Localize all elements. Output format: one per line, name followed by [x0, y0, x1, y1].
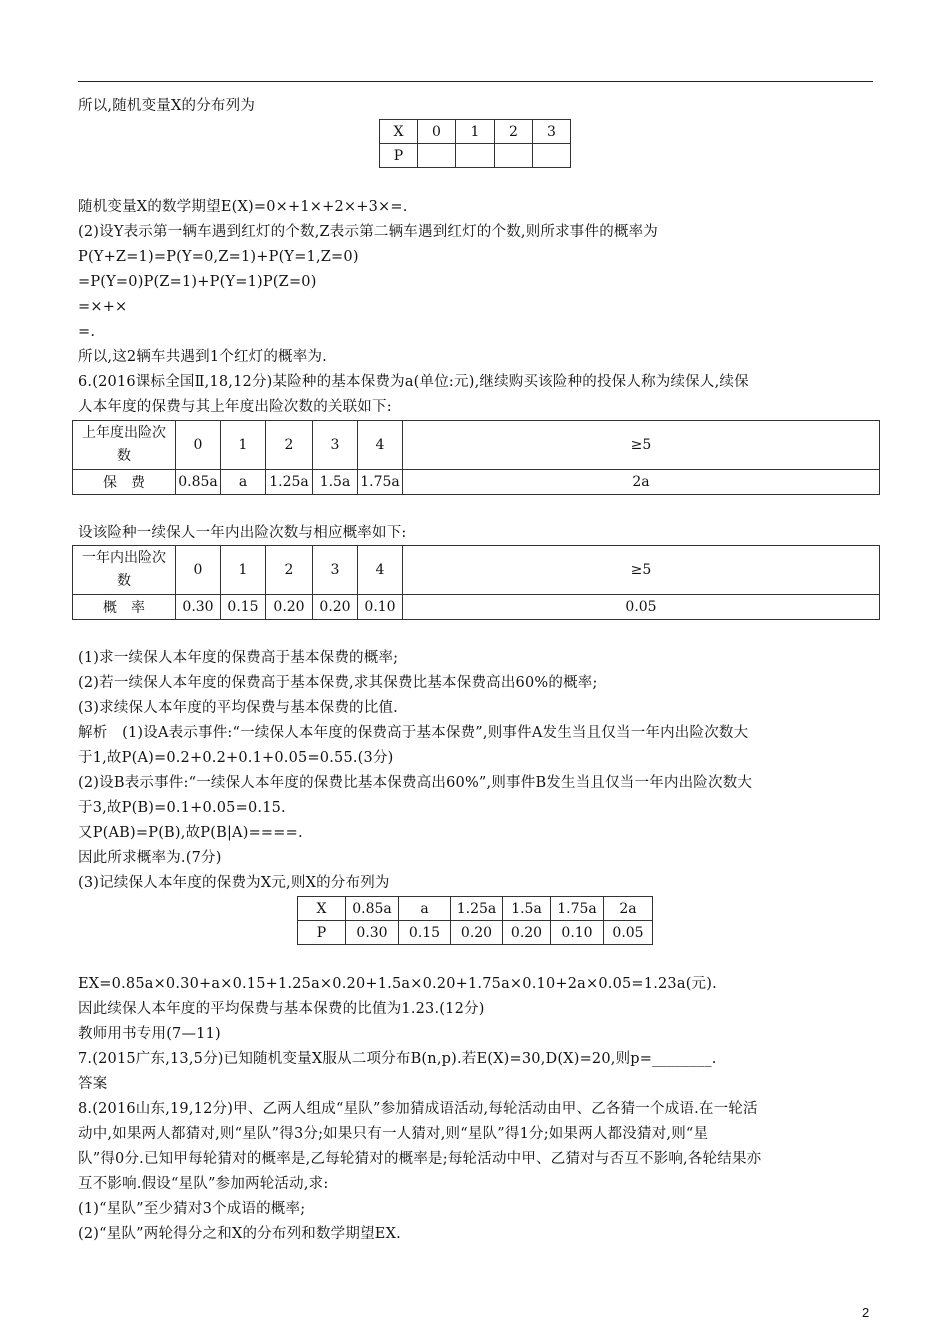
table-cell: 3	[313, 546, 358, 595]
text-line: 动中,如果两人都猜对,则“星队”得3分;如果只有一人猜对,则“星队”得1分;如果两人都没猜对,则“星	[78, 1126, 709, 1142]
text-line: 所以,随机变量X的分布列为	[78, 98, 256, 114]
probability-table	[72, 545, 880, 620]
text-line: 教师用书专用(7—11)	[78, 1026, 221, 1042]
table-cell: 1.5a	[503, 897, 551, 921]
table-cell: 0	[176, 546, 221, 595]
text-line: 互不影响.假设“星队”参加两轮活动,求:	[78, 1176, 329, 1192]
text-line: 因此续保人本年度的平均保费与基本保费的比值为1.23.(12分)	[78, 1001, 485, 1017]
table-cell: 0.85a	[346, 897, 399, 921]
table-cell: ≥5	[403, 546, 880, 595]
table-cell: 0.15	[399, 921, 451, 945]
table-cell: 2	[495, 120, 533, 144]
text-line: 于3,故P(B)=0.1+0.05=0.15.	[78, 800, 286, 816]
table-cell: 0.30	[176, 595, 221, 620]
table-cell: X	[380, 120, 418, 144]
table-cell: X	[298, 897, 346, 921]
table-header-cell	[73, 421, 176, 470]
table-cell: 0.20	[503, 921, 551, 945]
table-cell	[533, 144, 571, 168]
header-text: 上年度出险次	[82, 425, 166, 441]
table-cell: 0.20	[451, 921, 503, 945]
distribution-table-premium	[297, 896, 653, 945]
text-line: (1)求一续保人本年度的保费高于基本保费的概率;	[78, 650, 399, 666]
table-cell: 4	[358, 546, 403, 595]
table-cell: 0	[418, 120, 456, 144]
text-line: (2)设Y表示第一辆车遇到红灯的个数,Z表示第二辆车遇到红灯的个数,则所求事件的概率为	[78, 224, 659, 240]
table-cell: 0.05	[403, 595, 880, 620]
header-text: 一年内出险次	[82, 550, 166, 566]
table-cell: ≥5	[403, 421, 880, 470]
page-number: 2	[862, 1305, 870, 1320]
table-cell: 0.20	[266, 595, 313, 620]
text-line: (1)“星队”至少猜对3个成语的概率;	[78, 1201, 306, 1217]
text-line: 设该险种一续保人一年内出险次数与相应概率如下:	[78, 525, 407, 541]
text-line: 因此所求概率为.(7分)	[78, 850, 222, 866]
table-cell: a	[221, 470, 266, 495]
text-line: 于1,故P(A)=0.2+0.2+0.1+0.05=0.55.(3分)	[78, 750, 394, 766]
table-cell	[418, 144, 456, 168]
table-cell: 0.20	[313, 595, 358, 620]
text-line: 又P(AB)=P(B),故P(B|A)====.	[78, 825, 303, 841]
table-cell	[495, 144, 533, 168]
text-line: 随机变量X的数学期望E(X)=0×+1×+2×+3×=.	[78, 199, 408, 215]
table-cell: 1.25a	[266, 470, 313, 495]
text-line: 8.(2016山东,19,12分)甲、乙两人组成“星队”参加猜成语活动,每轮活动由甲、乙各猜一个成语.在一轮活	[78, 1101, 758, 1117]
table-header-cell	[73, 546, 176, 595]
header-text: 数	[117, 573, 131, 589]
text-line: =.	[78, 324, 96, 340]
table-cell: 概 率	[73, 595, 176, 620]
table-cell: 0.15	[221, 595, 266, 620]
table-cell: 保 费	[73, 470, 176, 495]
table-cell: P	[298, 921, 346, 945]
text-line: P(Y+Z=1)=P(Y=0,Z=1)+P(Y=1,Z=0)	[78, 249, 359, 265]
text-line: 所以,这2辆车共遇到1个红灯的概率为.	[78, 349, 327, 365]
table-cell	[456, 144, 495, 168]
distribution-table-x	[379, 119, 571, 168]
table-cell: 1.75a	[358, 470, 403, 495]
table-cell: 3	[313, 421, 358, 470]
table-cell: 2	[266, 421, 313, 470]
table-cell: 2	[266, 546, 313, 595]
text-line: EX=0.85a×0.30+a×0.15+1.25a×0.20+1.5a×0.20+1.75a×0.10+2a×0.05=1.23a(元).	[78, 976, 717, 992]
text-line: 队”得0分.已知甲每轮猜对的概率是,乙每轮猜对的概率是;每轮活动中甲、乙猜对与否互不影响,各轮结果亦	[78, 1151, 762, 1167]
table-cell: 0.10	[551, 921, 604, 945]
table-cell: 3	[533, 120, 571, 144]
premium-table	[72, 420, 880, 495]
text-line: (2)设B表示事件:“一续保人本年度的保费比基本保费高出60%”,则事件B发生当且仅当一年内出险次数大	[78, 775, 753, 791]
text-line: 答案	[78, 1076, 108, 1092]
text-line: (3)求续保人本年度的平均保费与基本保费的比值.	[78, 700, 398, 716]
text-line: =P(Y=0)P(Z=1)+P(Y=1)P(Z=0)	[78, 274, 317, 290]
table-cell: 1.5a	[313, 470, 358, 495]
text-line: 人本年度的保费与其上年度出险次数的关联如下:	[78, 399, 392, 415]
table-cell: 0.05	[604, 921, 653, 945]
table-cell: P	[380, 144, 418, 168]
table-cell: 0.10	[358, 595, 403, 620]
table-cell: a	[399, 897, 451, 921]
table-cell: 1.75a	[551, 897, 604, 921]
text-line: (2)“星队”两轮得分之和X的分布列和数学期望EX.	[78, 1226, 401, 1242]
header-rule	[78, 81, 873, 82]
table-cell: 0	[176, 421, 221, 470]
text-line: 6.(2016课标全国Ⅱ,18,12分)某险种的基本保费为a(单位:元),继续购买该险种的投保人称为续保人,续保	[78, 374, 749, 390]
table-cell: 1.25a	[451, 897, 503, 921]
text-line: =×+×	[78, 299, 128, 315]
table-cell: 0.30	[346, 921, 399, 945]
table-cell: 2a	[604, 897, 653, 921]
table-cell: 1	[456, 120, 495, 144]
text-line: (3)记续保人本年度的保费为X元,则X的分布列为	[78, 875, 390, 891]
table-cell: 2a	[403, 470, 880, 495]
table-cell: 0.85a	[176, 470, 221, 495]
text-line: 7.(2015广东,13,5分)已知随机变量X服从二项分布B(n,p).若E(X)=30,D(X)=20,则p=________.	[78, 1051, 717, 1067]
text-line: (2)若一续保人本年度的保费高于基本保费,求其保费比基本保费高出60%的概率;	[78, 675, 598, 691]
header-text: 数	[117, 448, 131, 464]
text-line: 解析 (1)设A表示事件:“一续保人本年度的保费高于基本保费”,则事件A发生当且仅当一年内出险次数大	[78, 725, 749, 741]
table-cell: 1	[221, 421, 266, 470]
table-cell: 1	[221, 546, 266, 595]
table-cell: 4	[358, 421, 403, 470]
